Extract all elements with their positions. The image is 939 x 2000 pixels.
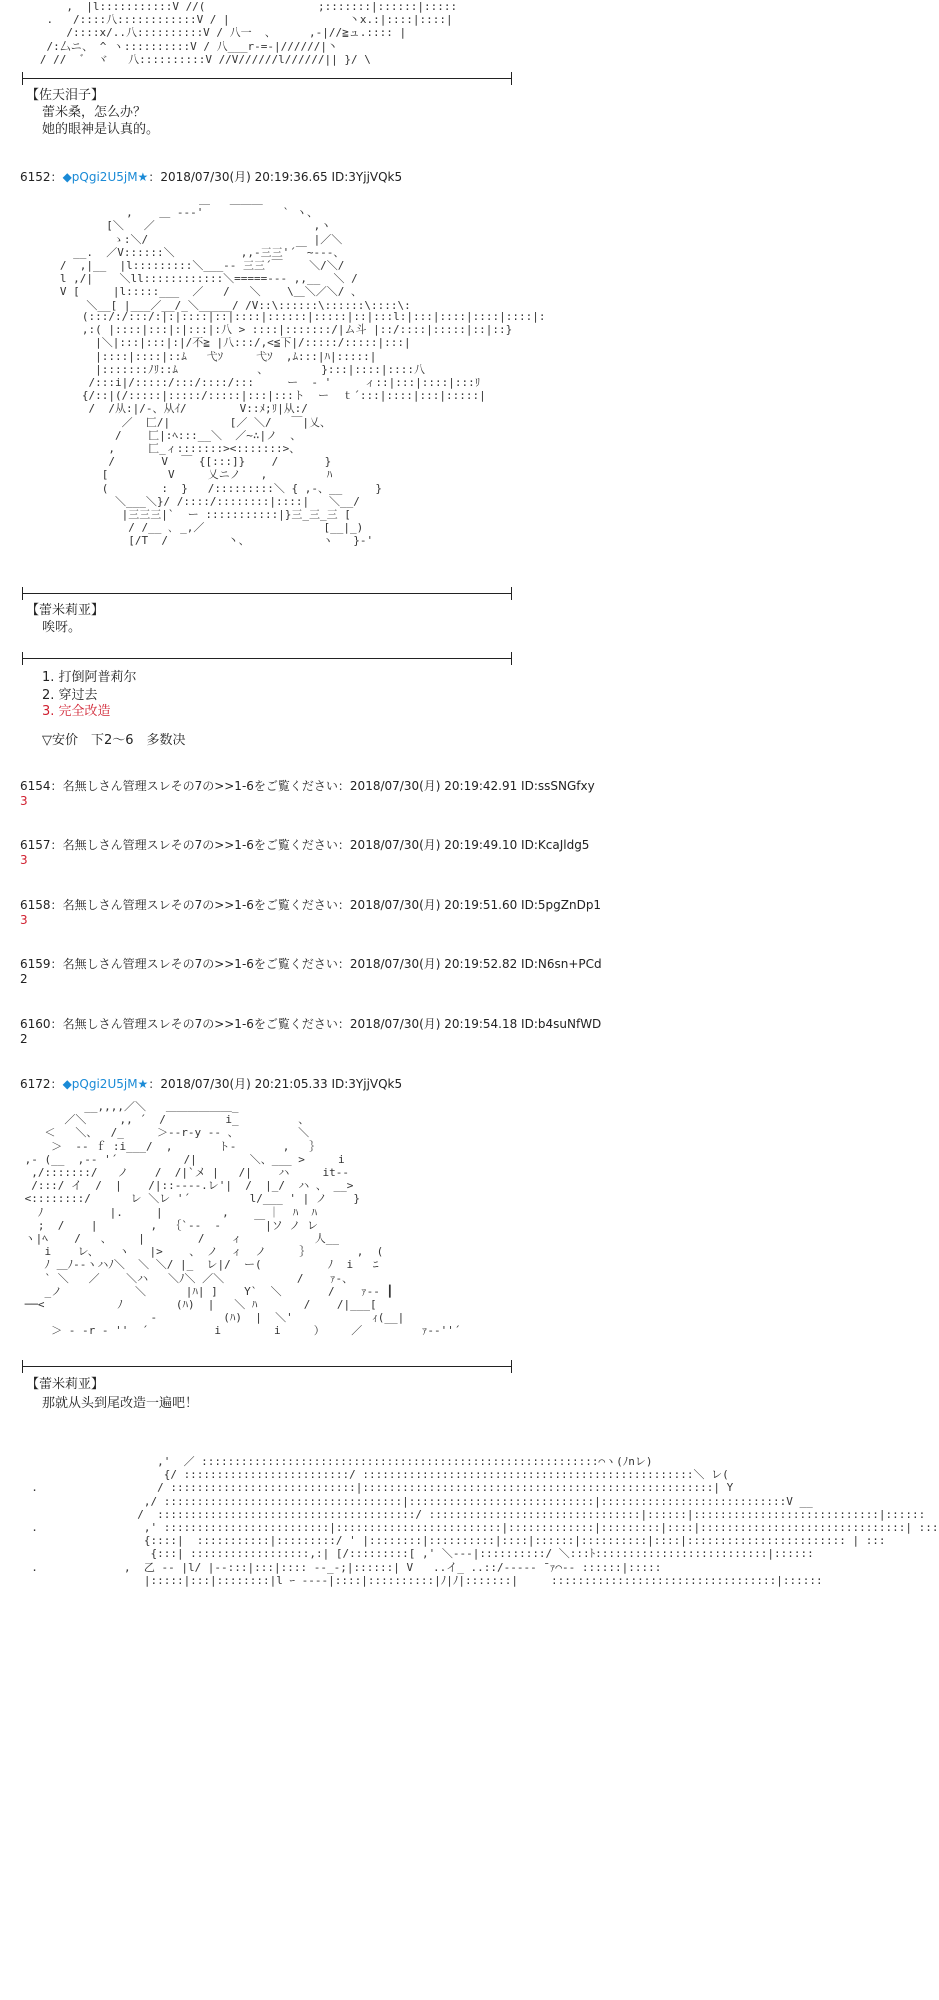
post-meta: ：2018/07/30(月) 20:21:05.33 ID:3YjjVQk5: [148, 1077, 403, 1091]
post-number: 6152: [20, 170, 51, 184]
post-meta: ：2018/07/30(月) 20:19:49.10 ID:KcaJldg5: [337, 838, 590, 852]
dialogue-line: 那就从头到尾改造一遍吧！: [42, 1396, 199, 1411]
poster-name: 名無しさん管理スレその7の>>1-6をご覧ください: [62, 898, 338, 912]
speaker-label: 【蕾米莉亚】: [26, 603, 105, 618]
dialogue-line: 她的眼神是认真的。: [42, 122, 160, 137]
post-meta: ：2018/07/30(月) 20:19:42.91 ID:ssSNGfxy: [337, 779, 595, 793]
post-header: 6172：◆pQgi2U5jM★：2018/07/30(月) 20:21:05.33 ID:3YjjVQk5: [20, 1077, 403, 1091]
divider: [22, 78, 512, 79]
poster-name: 名無しさん管理スレその7の>>1-6をご覧ください: [62, 1017, 338, 1031]
post-number: 6172: [20, 1077, 51, 1091]
post-number: 6160: [20, 1017, 51, 1031]
speaker-label: 【蕾米莉亚】: [26, 1377, 105, 1392]
ascii-art-wings: __,,,,／＼ ＿＿＿＿＿＿_ ／＼ ,, ´ / i_ 、 ＜ ＼、 /_ ＞-‐r-y -‐ 、 ＼ ＞ -‐ ｆ :i___/ , ト- , ｝ ,‐ (__ ,-‐ '´ /| ＼、___ > i ,/:::::::/ ノ / /|`メ | /| ハ it-‐ /:::/ イ / | /|::‐‐‐-.レ'| / |_/ ハ 、 __> <::::::::/ レ ＼レ '´ l/___ ' | ノ } ﾉ |. | , ｜ ﾊ ﾊ ; / | , ｛`‐‐ - ￣|ソ ノ レ ヽ|ﾍ / 、 | / ィ 人__ i レ、 ヽ |> 、 ノ ィ ノ ｝ , ( ﾉ ＿ﾉ-‐ヽハﾉ＼ ＼ ＼/ |_ レ|/ ー( ﾉ i ﾆ ` ＼ ／ ＼ハ ＼ﾉ＼ ／＼ / ｧ-、 _ノ ＼ |ﾊ| ] Y` ＼ / ｧ-‐ ┃ ──< ﾉ (ﾊ) | ＼ ﾊ / /|___[ ‐ (ﾊ) | ＼' ｨ(__| ＞ ‐ -r ‐ '' ´ i i ） ／ ｧ-‐''´: [24, 1100, 461, 1338]
choice-item: 2. 穿过去: [42, 688, 98, 703]
star-icon: ★: [137, 170, 149, 184]
star-icon: ★: [137, 1077, 149, 1091]
vote-rule: ▽安价 下2～6 多数决: [42, 733, 186, 748]
post-number: 6154: [20, 779, 51, 793]
dialogue-line: 蕾米桑，怎么办？: [42, 105, 147, 120]
poster-name: 名無しさん管理スレその7の>>1-6をご覧ください: [62, 838, 338, 852]
post-meta: ：2018/07/30(月) 20:19:36.65 ID:3YjjVQk5: [148, 170, 403, 184]
speaker-label: 【佐天泪子】: [26, 88, 105, 103]
divider: [22, 593, 512, 594]
ascii-art-remilia-hat: ＿ ＿＿＿ , ＿ ‐-‐' ` ヽ、 [＼ ／ ,ヽ ゝ:＼/ |／＼ __. ／V::::::＼ ,,-三三'´￣~‐--、 / ,|__ |l:::::::::＼___-- 三三´￣ ＼/＼/ l ,/| ＼ll::::::::::::＼=====--- ,,__ ＼ / V [ |l:::::___ ／ / ＼ \＿＼／＼/ 、 ＼__[ |___／__/_＼_____/ /V::\::::::\::::::\::::\:: [59, 193, 411, 312]
post-header: 6160：名無しさん管理スレその7の>>1-6をご覧ください：2018/07/30(月) 20:19:54.18 ID:b4suNfWD: [20, 1017, 602, 1031]
post-number: 6159: [20, 957, 51, 971]
poster-trip-link[interactable]: ◆pQgi2U5jM: [62, 1077, 138, 1091]
divider: [22, 1366, 512, 1367]
vote-value: 2: [20, 972, 28, 986]
post-meta: ：2018/07/30(月) 20:19:51.60 ID:5pgZnDp1: [337, 898, 602, 912]
divider: [22, 658, 512, 659]
post-meta: ：2018/07/30(月) 20:19:54.18 ID:b4suNfWD: [337, 1017, 602, 1031]
poster-name: 名無しさん管理スレその7の>>1-6をご覧ください: [62, 957, 338, 971]
poster-trip-link[interactable]: ◆pQgi2U5jM: [62, 170, 138, 184]
poster-name: 名無しさん管理スレその7の>>1-6をご覧ください: [62, 779, 338, 793]
post-header: 6152：◆pQgi2U5jM★：2018/07/30(月) 20:19:36.65 ID:3YjjVQk5: [20, 170, 403, 184]
dialogue-line: 唉呀。: [42, 620, 82, 635]
vote-value: 3: [20, 794, 28, 808]
post-number: 6157: [20, 838, 51, 852]
choice-item: 1. 打倒阿普莉尔: [42, 670, 137, 685]
vote-value: 2: [20, 1032, 28, 1046]
post-number: 6158: [20, 898, 51, 912]
ascii-art-top: , |l:::::::::::V //( ;:::::::|::::::|::::: . /::::八::::::::::::V / | 丶x.:|::::|::::| /::::x/..八::::::::::V / 八一 、 ,-|//≧ュ.:::: | /:厶ニ、 ^ ヽ::::::::::V / 八___r-=-|//////|丶 / // ゛ ヾ 八::::::::::V //V//////l//////|| }/ \: [39, 0, 458, 66]
vote-value: 3: [20, 853, 28, 867]
post-header: 6159：名無しさん管理スレその7の>>1-6をご覧ください：2018/07/30(月) 20:19:52.82 ID:N6sn+PCd: [20, 957, 602, 971]
post-header: 6158：名無しさん管理スレその7の>>1-6をご覧ください：2018/07/30(月) 20:19:51.60 ID:5pgZnDp1: [20, 898, 602, 912]
choice-item-highlight: 3. 完全改造: [42, 704, 111, 719]
vote-value: 3: [20, 913, 28, 927]
post-header: 6157：名無しさん管理スレその7の>>1-6をご覧ください：2018/07/30(月) 20:19:49.10 ID:KcaJldg5: [20, 838, 590, 852]
ascii-art-remilia-face: (:::/:/:::/:|:|::::|::|::::|::::::|:::::|::|:::l:|:::|::::|::::|::::|: ,:( |::::|:::|:|:::|:八 > ::::|:::::::/|ム斗 |::/::::|:::::|::|::} |＼|:::|:::|:|/不≧ |八:::/,<≦下|/:::::/:::::|:::| |::::|::::|::ﾑ 弋ｿ 弋ｿ ,ﾑ:::|ﾊ|:::::| |:::::::ﾉﾘ::ﾑ 、 }:::|::::|::::八 /:::i|/:::::/:::/::::/::: ー ‐ ' ィ::|:::|::::|:::ﾘ {/::|(/:::::|:::::/:::::|:::|:::ト ー ｔ´:::|::::|:::|:::::| / /从:|/‐、从ｲ/ V::ﾒ;ﾘ|从:/ ／ 匚/| [／ ＼/ ￣|乂、 / 匚|:ﾍ:::__＼ ／~∴|ノ 、 , 匚_ィ:::::::><:::::::>、 / V ￣ {[:::]} / } [ V 乂ニノ , ﾊ ( : } /:::::::::＼ { ,-、__ } ＼___＼}/ /::::/::::::::|::::| ＼__/ |三三三|` ー :::::::::::|}三_三_三 [ / /__ ､ _,／ [__|_) [/T / 丶、 ヽ }-': [81, 310, 546, 548]
post-meta: ：2018/07/30(月) 20:19:52.82 ID:N6sn+PCd: [337, 957, 602, 971]
ascii-art-bottom: ,' ／ ::::::::::::::::::::::::::::::::::::::::::::::::::::::::::::⌒ヽ(ﾉnレ) {/ :::::::::::::::::::::::::/ ::::::::::::::::::::::::::::::::::::::::::::::::::＼ レ( . / ::::::::::::::::::::::::::::|:::::::::::::::::::::::::::::::::::::::::::::::::::::| Y ,/ ::::::::::::::::::::::::::::::::::::|::::::::::::::::::::::::::::|::::::::::::::::::::::::::::V __ / :::::::::::::::::::::::::::::::::::::::/ ::::::::::::::::::::::::::::::::|::::::|::::::::::::::::::::::::::::|:::::: . ,' :::::::::::::::::::::::::|:::::::::::::::::::::::::|:::::::::::::|:::::::::|::::|:::::::::::::::::::::::::::::::| ::: {::::| :::::::::::|:::::::::/ ' |::::::::|::::::::::|::::|::::::|::::::::::|::::|:::::::::::::::::::::::: | ::: {:::| ::::::::::::::::::,:| [/:::::::::[ ,' ＼-‐-|::::::::::/ ＼:::ﾄ::::::::::::::::::::::::::|:::::: . , 乙 ‐- |l/ |-‐:::|:::|:::: ‐-_‐;|::::::| V ..イ_ ..::/---‐‐ ̄ ｧ⌒‐- ::::::|::::: |:::::|:::|::::::::|l ｰ ‐‐‐‐|::::|::::::::::|ﾉ|ﾉ|:::::::| ::::::::::::::::::::::::::::::::::|::::::: [31, 1455, 939, 1587]
post-header: 6154：名無しさん管理スレその7の>>1-6をご覧ください：2018/07/30(月) 20:19:42.91 ID:ssSNGfxy: [20, 779, 595, 793]
